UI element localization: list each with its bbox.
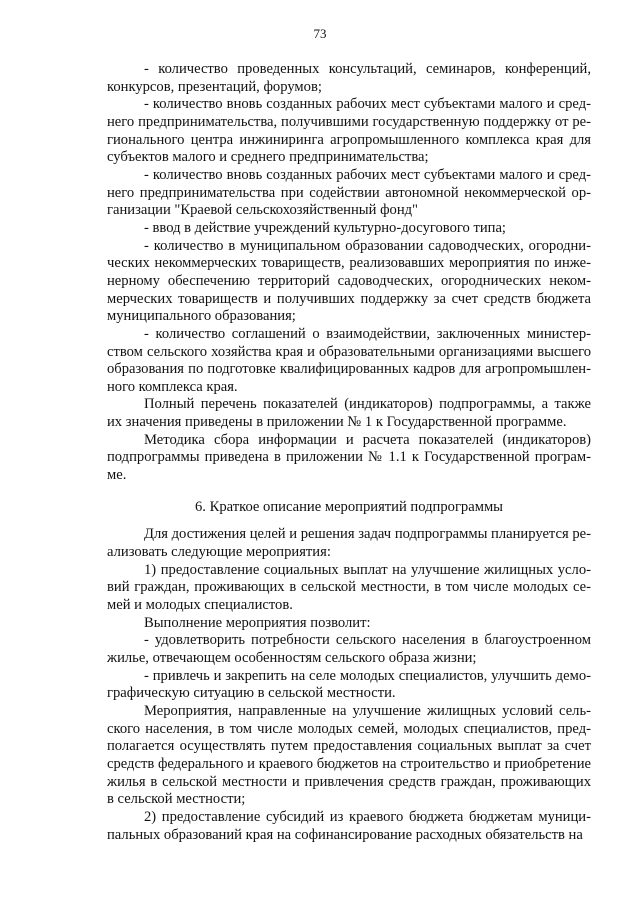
paragraph: Полный перечень показателей (индикаторов) подпрограммы, а также их значения приведены в приложении № 1 к Государственной программе. [107, 396, 591, 431]
paragraph: - количество проведенных консультаций, семинаров, конференций, конкурсов, презентаций, форумов; [107, 61, 591, 95]
document-body [107, 61, 591, 844]
paragraph: 1) предоставление социальных выплат на улучшение жилищных условий граждан, проживающих в сельской местности, в том числе молодых семей и молодых специалистов. [107, 561, 591, 614]
paragraph: - ввод в действие учреждений культурно-досугового типа; [144, 219, 506, 236]
paragraph: - количество вновь созданных рабочих мест субъектами малого и среднего предпринимательства, получившими государственную поддержку от регионального центра инжиниринга агропромышленного комплекса края для субъектов малого и среднего предпринимательства; [107, 96, 591, 166]
paragraph: 2) предоставление субсидий из краевого бюджета бюджетам муниципальных образований края на софинансирование расходных обязательств на [107, 808, 591, 843]
section-heading: 6. Краткое описание мероприятий подпрограммы [195, 498, 503, 515]
paragraph: - количество в муниципальном образовании садоводческих, огороднических некоммерческих товариществ, реализовавших мероприятия по инженерному обеспечению территорий садоводческих, огороднических некоммерческих товариществ и получивших поддержку за счет средств бюджета муниципального образования; [107, 237, 591, 325]
paragraph: Методика сбора информации и расчета показателей (индикаторов) подпрограммы приведена в приложении № 1.1 к Государственной программе. [107, 431, 591, 484]
paragraph: - удовлетворить потребности сельского населения в благоустроенном жилье, отвечающем особенностям сельского образа жизни; [107, 632, 591, 666]
paragraph: Для достижения целей и решения задач подпрограммы планируется реализовать следующие мероприятия: [107, 526, 591, 561]
paragraph: - привлечь и закрепить на селе молодых специалистов, улучшить демографическую ситуацию в сельской местности. [107, 667, 591, 702]
paragraph: - количество вновь созданных рабочих мест субъектами малого и среднего предпринимательства при содействии автономной некоммерческой организации "Краевой сельскохозяйственный фонд" [107, 166, 591, 219]
paragraph: Мероприятия, направленные на улучшение жилищных условий сельского населения, в том числе молодых семей, молодых специалистов, предполагается осуществлять путем предоставления социальных выплат за счет средств федерального и краевого бюджетов на строительство и приобретение жилья в сельской местности и привлечения средств граждан, проживающих в сельской местности; [107, 702, 591, 808]
paragraph: Выполнение мероприятия позволит: [144, 614, 371, 631]
paragraph: - количество соглашений о взаимодействии, заключенных министерством сельского хозяйства края и образовательными организациями высшего образования по подготовке квалифицированных кадров для агропромышленного комплекса края. [107, 325, 591, 395]
page-number: 73 [313, 26, 327, 41]
